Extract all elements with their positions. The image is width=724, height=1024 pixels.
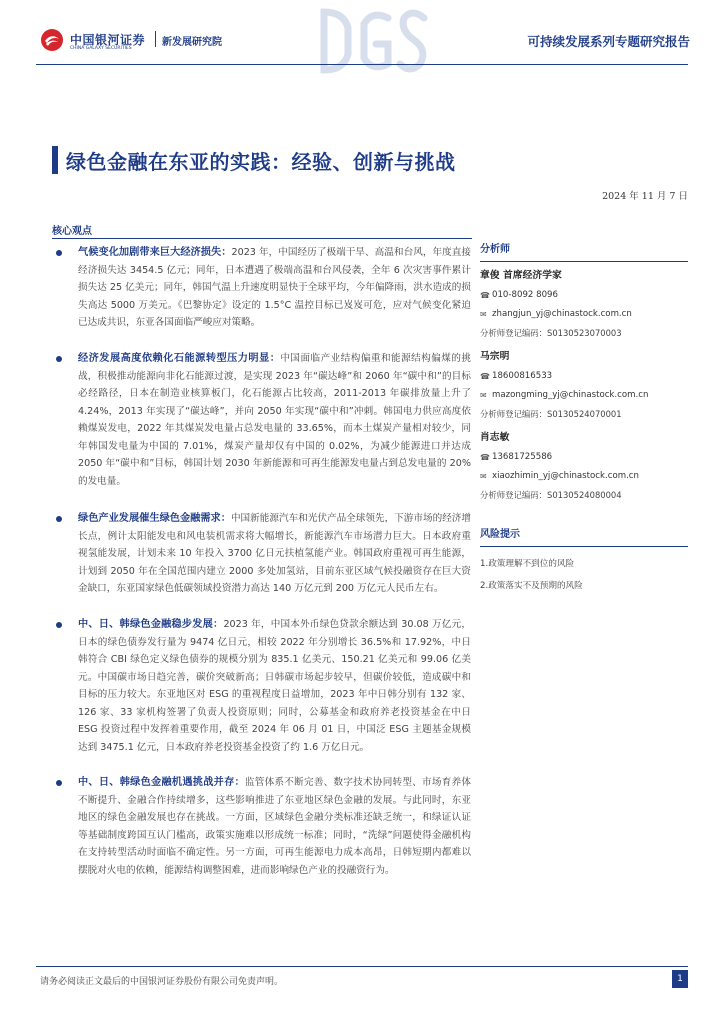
core-viewpoints-heading: 核心观点 [52,226,92,237]
bullet-text: 监管体系不断完善、数字技术协同转型、市场育养体不断提升、金融合作持续增多，这些影响推进了东亚地区绿色金融的发展。与此同时，东亚地区的绿色金融发展也存在挑战。一方面，区域绿色金融分类标准还缺乏统一，和绿证认证等基础制度跨国互认门槛高，政策实施难以形成统一标准；同时，“洗绿”问题使得金融机构在支持转型活动时面临不确定性。另一方面，可再生能源电力成本高昂，日韩短期内都难以摆脱对火电的依赖，能源结构调整困难，进而影响绿色产业的投融资行为。 [78,777,472,876]
core-bullet [56,244,471,332]
phone-icon: ☎ [480,372,490,381]
phone-icon: ☎ [480,291,490,300]
analyst-name: 肖志敏 [480,432,510,443]
bullet-text: 2023 年，中国经历了极端干旱、高温和台风，年度直接经济损失达 3454.5 亿元；同年，日本遭遇了极端高温和台风侵袭，全年 6 次灾害事件累计损失达 25 亿美元；同年，韩国气温上升速度明显快于全球平均，今年偏降雨，洪水造成的损失高达 5000 万美元。《巴黎协定》设定的 1.5°C 温控目标已岌岌可危，应对气候变化紧迫已达成共识，东亚各国面临严峻应对策略。 [78,247,471,328]
analyst-phone-row [480,286,688,305]
footer-disclaimer[interactable]: 请务必阅读正文最后的中国银河证券股份有限公司免责声明。 [40,977,284,987]
email-icon: ✉ [480,472,487,481]
risk-heading: 风险提示 [480,523,688,547]
page-number: 1 [672,970,688,988]
bullet-dot-icon [56,250,62,256]
analyst-phone: 010-8092 8096 [492,290,558,300]
core-bullet [56,350,471,490]
title-accent-bar [52,146,58,174]
analyst-phone: 13681725586 [492,452,553,462]
analyst-email[interactable]: xiaozhimin_yj@chinastock.com.cn [492,471,639,481]
logo-chinese-name: 中国银河证券 [70,33,146,47]
analyst-card [480,428,688,505]
bullet-lead: 气候变化加剧带来巨大经济损失： [78,247,232,258]
analyst-email[interactable]: mazongming_yj@chinastock.com.cn [492,390,649,400]
core-heading-divider [52,238,472,239]
bullet-lead: 绿色产业发展催生绿色金融需求： [78,513,231,524]
bullet-lead: 经济发展高度依赖化石能源转型压力明显： [78,353,281,364]
bullet-body [78,244,471,332]
core-bullet [56,616,471,756]
analyst-sidebar [480,238,688,597]
bullet-body [78,616,471,756]
logo-divider [155,31,156,47]
galaxy-logo-icon [40,28,64,52]
analyst-registration: 分析师登记编码：S0130523070003 [480,328,622,338]
report-title: 绿色金融在东亚的实践：经验、创新与挑战 [66,150,456,174]
bullet-body [78,350,471,490]
analyst-name: 章俊 首席经济学家 [480,270,562,281]
core-bullet [56,774,471,879]
analyst-card [480,266,688,343]
analyst-email-row [480,386,688,405]
bullet-body [78,510,471,598]
bullet-text: 2023 年，中国本外币绿色贷款余额达到 30.08 万亿元，日本的绿色债券发行量为 9474 亿日元，相较 2022 年分别增长 36.5%和 17.92%，中日韩符合 CBI 绿色定义绿色债券的规模分别为 835.1 亿美元、150.21 亿美元和 99.06 亿美元。中国碳市场日趋完善，碳价突破新高；日韩碳市场起步较早，但碳价较低，造成碳中和目标的压力较大。东亚地区对 ESG 的重视程度日益增加，2023 年中日韩分别有 132 家、126 家、33 家机构签署了负责人投资原则；同时，公募基金和政府养老投资基金在中日 ESG 投资过程中发挥着重要作用，截至 2024 年 06 月 01 日，中国泛 ESG 主题基金规模达到 3475.1 亿元，日本政府养老投资基金投资了约 1.6 万亿日元。 [78,619,472,753]
department-name: 新发展研究院 [162,37,222,48]
email-icon: ✉ [480,310,487,319]
analyst-heading: 分析师 [480,238,688,262]
bullet-dot-icon [56,516,62,522]
analyst-registration: 分析师登记编码：S0130524080004 [480,490,622,500]
phone-icon: ☎ [480,453,490,462]
header-divider [36,64,688,65]
bullet-dot-icon [56,780,62,786]
analyst-phone-row [480,367,688,386]
bullet-dot-icon [56,356,62,362]
dgs-watermark-icon [312,4,432,78]
risk-item: 2.政策落实不及预期的风险 [480,581,583,591]
footer-divider [36,966,688,967]
risk-item: 1.政策理解不到位的风险 [480,559,575,569]
bullet-body [78,774,471,879]
series-title: 可持续发展系列专题研究报告 [527,34,690,49]
analyst-card [480,347,688,424]
analyst-phone: 18600816533 [492,371,553,381]
email-icon: ✉ [480,391,487,400]
analyst-email[interactable]: zhangjun_yj@chinastock.com.cn [492,309,632,319]
analyst-phone-row [480,448,688,467]
report-date: 2024 年 11 月 7 日 [602,191,688,202]
analyst-registration: 分析师登记编码：S0130524070001 [480,409,622,419]
bullet-lead: 中、日、韩绿色金融机遇挑战并存： [78,777,245,788]
core-bullet [56,510,471,598]
page-header [0,0,724,80]
bullet-lead: 中、日、韩绿色金融稳步发展： [78,619,224,630]
bullet-text: 中国新能源汽车和光伏产品全球领先，下游市场的经济增长点，例计太阳能发电和风电装机需求将大幅增长，新能源汽车市场潜力巨大。日本政府重视氢能发展，计划未来 10 年投入 3700 亿日元扶植氢能产业。韩国政府重视可再生能源，计划到 2050 年在全国范围内建立 2000 多处加氢站，目前东亚区域气候投融资存在巨大资金缺口，东亚国家绿色低碳领域投资潜力高达 140 万亿元到 200 万亿元人民币左右。 [78,513,472,594]
analyst-email-row [480,467,688,486]
bullet-dot-icon [56,622,62,628]
analyst-name: 马宗明 [480,351,510,362]
logo-english-name: CHINA GALAXY SECURITIES [70,46,132,51]
bullet-text: 中国面临产业结构偏重和能源结构偏煤的挑战，积极推动能源向非化石能源过渡，是实现 2023 年“碳达峰”和 2060 年“碳中和”的目标必经路径，日本在制造业核算板门，化石能源占比较高，2011-2013 年碳排放量上升了 4.24%，2013 年实现了“碳达峰”，并向 2050 年实现“碳中和”冲刺。韩国电力供应高度依赖煤炭发电，2022 年其煤炭发电量占总发电量的 33.65%，而本土煤炭产量相对较少，同年韩国发电量为中国的 7.01%，煤炭产量却仅有中国的 0.02%，为减少能源进口并达成 2050 年“碳中和”目标，韩国计划 2030 年新能源和可再生能源发电量占到总发电量的 20%的发电量。 [78,353,472,487]
risk-list [480,553,688,597]
analyst-email-row [480,305,688,324]
